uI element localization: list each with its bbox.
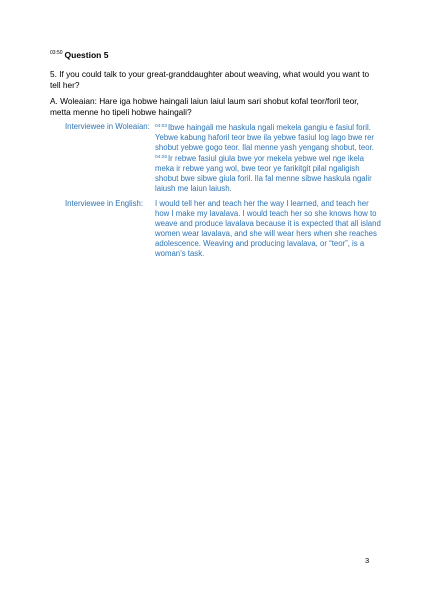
question-text: 5. If you could talk to your great-granddaughter about weaving, what would you want to tell her?: [50, 69, 370, 90]
page-number: 3: [365, 556, 370, 565]
segment-text: I would tell her and teach her the way I learned, and teach her how I make my lavalava. I would teach her so she knows how to weave and produce lavalava because it is expected that all island women wear lavalava, and she will wear hers when she reaches adolescence. Weaving and producing lavalava, or “teor”, is a woman’s task.: [155, 199, 381, 258]
segment-timestamp: 04:26: [155, 155, 168, 160]
interview-label: Interviewee in Woleaian:: [65, 122, 150, 131]
answer-woleaian-question: A. Woleaian: Hare iga hobwe haingali laiun laiul laum sari shobut kofal teor/foril teor, metta menne ho tipeli hobwe haingali?: [50, 96, 359, 117]
interview-label: Interviewee in English:: [65, 199, 144, 208]
interview-body: [155, 122, 385, 194]
heading-title: Question 5: [64, 50, 109, 60]
segment-timestamp: 04:03: [155, 124, 168, 129]
segment-text: Ir rebwe fasiul giula bwe yor mekela yebwe wel nge ikela meka ir rebwe yang wol, bwe teor ye farikitgit pilal ngaligish shobut bwe sibwe giula foril. Ila fal menne sibwe haskula ngalir laiush me laiun laiush.: [155, 154, 372, 193]
question-heading: [50, 50, 108, 60]
interview-body: [155, 199, 385, 259]
segment-text: Ibwe haingali me haskula ngali mekela gangiu e fasiul foril. Yebwe kabung haforil teor bwe ila yebwe fasiul log lago bwe rer shobut yebwe gogo teor. Ilal menne yash yengang shobut, teor.: [155, 123, 375, 152]
heading-timestamp: 03:50: [50, 50, 63, 56]
